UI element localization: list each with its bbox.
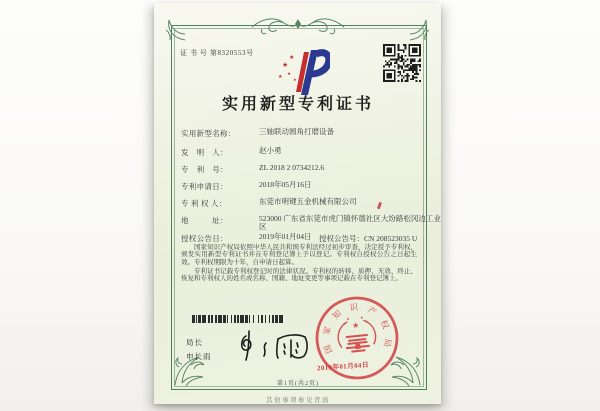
- field-value: 523000 广东省东莞市虎门镇怀德社区大坋路松冈边工业区: [259, 214, 441, 232]
- field-label: 发 明 人：: [181, 148, 228, 157]
- svg-text:★: ★: [278, 75, 283, 80]
- field-row-filing-date: [181, 181, 421, 191]
- legal-paragraph: 专利证书记载专利权登记时的法律状况。专利权的转移、质押、无效、终止、恢复和专利权人的姓名或名称、国籍、地址变更等事项记载在专利登记簿上。: [181, 267, 417, 283]
- svg-text:局: 局: [382, 337, 394, 348]
- field-value: 东莞市明键五金机械有限公司: [259, 197, 357, 206]
- svg-text:★: ★: [342, 321, 347, 327]
- field-value: ZL 2018 2 0734212.6: [259, 163, 325, 172]
- svg-text:★: ★: [289, 55, 295, 61]
- svg-text:★: ★: [293, 77, 297, 82]
- director-title: 局长: [186, 338, 203, 347]
- svg-text:知: 知: [330, 308, 344, 322]
- field-row-inventor: [181, 147, 421, 157]
- svg-text:★: ★: [351, 320, 360, 331]
- legal-text: [181, 244, 417, 284]
- svg-text:★: ★: [282, 61, 289, 69]
- field-row-patentee: [181, 198, 421, 208]
- field-row-patent-number: [181, 164, 421, 174]
- grant-date-value: 2019年01月04日: [259, 232, 312, 241]
- field-label: 专利申请日：: [181, 182, 228, 191]
- field-row-grant: [181, 233, 421, 243]
- field-label: 专 利 权 人：: [181, 199, 227, 208]
- page-number: 第1页(共2页): [277, 381, 319, 387]
- barcode: [192, 315, 283, 323]
- field-row-address: [181, 214, 441, 232]
- back-side-note: 其他事项参见背面: [266, 397, 330, 404]
- grant-number: [319, 233, 417, 244]
- field-value: 赵小勇: [259, 146, 282, 155]
- legal-paragraph: 国家知识产权局依照中华人民共和国专利法经过初步审查，决定授予专利权，颁发实用新型专利证书并在专利登记簿上予以登记。专利权自授权公告之日起生效。专利权期限为十年，自申请日起算。: [181, 244, 417, 266]
- svg-text:家: 家: [321, 325, 333, 336]
- field-label: 实用新型名称：: [181, 129, 236, 138]
- top-right-corner-ornament: [408, 18, 432, 42]
- certificate-paper: [154, 3, 441, 404]
- grant-number-value: CN 208523035 U: [364, 234, 418, 243]
- top-left-corner-ornament: [163, 18, 187, 42]
- field-row-invention-name: [181, 128, 421, 138]
- certificate-number: 证 书 号 第8320553号: [180, 49, 254, 57]
- svg-text:权: 权: [378, 318, 392, 331]
- svg-text:产: 产: [365, 304, 379, 318]
- certificate-title: 实用新型专利证书: [221, 96, 374, 113]
- svg-text:★: ★: [345, 316, 350, 322]
- svg-text:★: ★: [287, 71, 292, 76]
- svg-text:识: 识: [349, 301, 359, 313]
- grant-number-label: 授权公告号：: [319, 234, 364, 243]
- director-name: 申长雨: [186, 352, 212, 361]
- field-label: 地 址：: [181, 216, 228, 225]
- seal-date-stamp: 2019年01月04日: [316, 361, 370, 373]
- field-value: 三轴联动圆角打磨设备: [259, 127, 334, 136]
- field-value: 2018年05月16日: [259, 180, 312, 189]
- top-center-flourish-ornament: [250, 15, 346, 37]
- field-label: 专 利 号：: [181, 165, 228, 174]
- svg-text:★: ★: [359, 314, 364, 321]
- qr-code: [383, 44, 421, 82]
- svg-text:国: 国: [321, 343, 335, 355]
- grant-date-label: 授权公告日：: [181, 234, 228, 243]
- director-signature: [232, 329, 320, 363]
- svg-text:★: ★: [364, 318, 369, 325]
